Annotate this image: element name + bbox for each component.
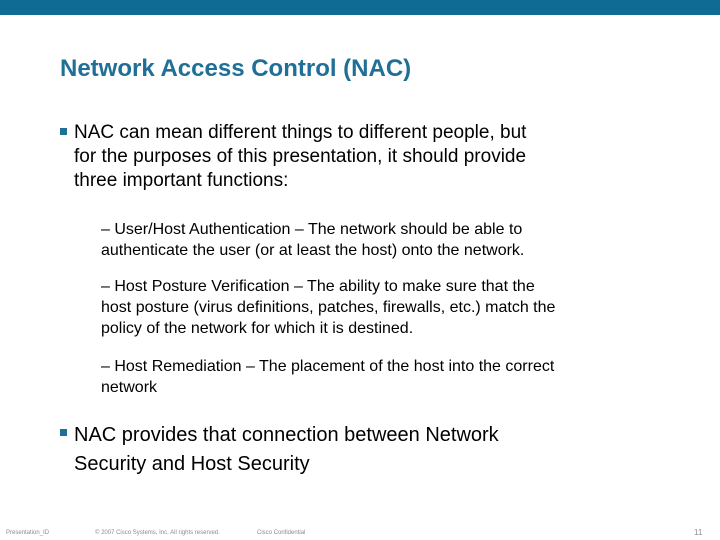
sub-bullet-2-line-3: policy of the network for which it is destined. (101, 320, 414, 337)
footer-confidential: Cisco Confidential (257, 530, 306, 536)
sub-bullet-1-line-2: authenticate the user (or at least the host) onto the network. (101, 242, 525, 259)
sub-bullet-2-line-1: – Host Posture Verification – The ability to make sure that the (101, 278, 535, 295)
slide-title: Network Access Control (NAC) (60, 55, 412, 82)
bullet-1-line-2: for the purposes of this presentation, it should provide (74, 146, 527, 167)
sub-bullet-2 (101, 276, 681, 339)
footer-page-number: 11 (694, 528, 703, 537)
bullet-1-line-3: three important functions: (74, 170, 289, 191)
bullet-2-text (74, 421, 664, 479)
footer-presentation-id: Presentation_ID (6, 530, 50, 536)
bullet-2-line-1: NAC provides that connection between Network (74, 424, 499, 446)
bullet-2-line-2: Security and Host Security (74, 453, 310, 475)
sub-bullet-3-line-1: – Host Remediation – The placement of the host into the correct (101, 358, 555, 375)
bullet-1-line-1: NAC can mean different things to different people, but (74, 122, 527, 143)
bullet-1-text (74, 121, 664, 193)
top-bar (0, 0, 720, 15)
bullet-square-icon (60, 128, 67, 135)
sub-bullet-1-line-1: – User/Host Authentication – The network should be able to (101, 221, 523, 238)
sub-bullet-1 (101, 219, 681, 261)
sub-bullet-3-line-2: network (101, 379, 158, 396)
bullet-square-icon (60, 429, 67, 436)
sub-bullet-2-line-2: host posture (virus definitions, patches, firewalls, etc.) match the (101, 299, 556, 316)
footer-copyright: © 2007 Cisco Systems, Inc. All rights reserved. (95, 530, 220, 536)
sub-bullet-3 (101, 356, 681, 398)
